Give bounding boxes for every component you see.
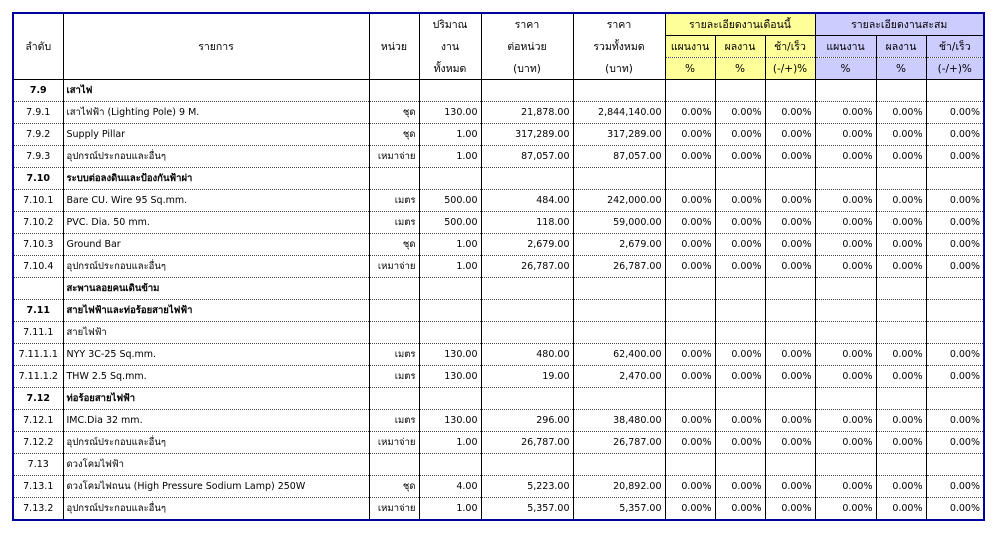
- cell-month-result: 0.00%: [715, 498, 765, 521]
- cell-cum-plan: 0.00%: [815, 146, 876, 168]
- cell-cum-diff: 0.00%: [926, 366, 984, 388]
- cell-cum-diff: 0.00%: [926, 102, 984, 124]
- cell-unit-price: 87,057.00: [481, 146, 573, 168]
- cell-cum-diff: 0.00%: [926, 146, 984, 168]
- cell-unit: ชุด: [369, 234, 419, 256]
- cell-unit-price: 484.00: [481, 190, 573, 212]
- cell-total-price: [573, 80, 665, 102]
- cell-month-plan: [665, 300, 715, 322]
- table-row: [13, 124, 984, 146]
- cell-cum-diff: 0.00%: [926, 498, 984, 521]
- cell-qty: 1.00: [419, 432, 481, 454]
- cell-cum-result: [876, 388, 926, 410]
- table-row: [13, 322, 984, 344]
- cell-qty: 1.00: [419, 146, 481, 168]
- cell-cum-result: 0.00%: [876, 256, 926, 278]
- cell-month-result: 0.00%: [715, 476, 765, 498]
- cell-description: IMC.Dia 32 mm.: [63, 410, 369, 432]
- cell-unit: เมตร: [369, 366, 419, 388]
- cell-no: 7.13: [13, 454, 63, 476]
- cell-description: Supply Pillar: [63, 124, 369, 146]
- cell-month-plan: 0.00%: [665, 146, 715, 168]
- cell-unit-price: 26,787.00: [481, 256, 573, 278]
- header-unit-price-3: (บาท): [481, 58, 573, 80]
- cell-month-diff: 0.00%: [765, 102, 815, 124]
- cell-no: 7.12.2: [13, 432, 63, 454]
- cell-unit-price: 5,223.00: [481, 476, 573, 498]
- cell-unit-price: 2,679.00: [481, 234, 573, 256]
- cell-cum-plan: [815, 454, 876, 476]
- cell-month-result: 0.00%: [715, 124, 765, 146]
- table-row: [13, 366, 984, 388]
- cell-cum-diff: 0.00%: [926, 410, 984, 432]
- cell-unit-price: [481, 300, 573, 322]
- cell-month-diff: 0.00%: [765, 498, 815, 521]
- cell-cum-diff: [926, 168, 984, 190]
- cell-qty: [419, 300, 481, 322]
- cell-no: 7.10.3: [13, 234, 63, 256]
- cell-no: [13, 278, 63, 300]
- header-total-price-3: (บาท): [573, 58, 665, 80]
- cell-cum-result: [876, 80, 926, 102]
- cell-description: ดวงโคมไฟถนน (High Pressure Sodium Lamp) 250W: [63, 476, 369, 498]
- header-cum-plan-pct: %: [815, 58, 876, 80]
- table-row: [13, 388, 984, 410]
- cell-no: 7.10.2: [13, 212, 63, 234]
- cell-qty: 1.00: [419, 124, 481, 146]
- cell-unit: ชุด: [369, 124, 419, 146]
- header-cum-result: ผลงาน: [876, 36, 926, 58]
- cell-unit-price: 118.00: [481, 212, 573, 234]
- cell-month-plan: 0.00%: [665, 190, 715, 212]
- cell-unit-price: 5,357.00: [481, 498, 573, 521]
- cell-qty: 1.00: [419, 498, 481, 521]
- cell-month-diff: 0.00%: [765, 234, 815, 256]
- cell-no: 7.12.1: [13, 410, 63, 432]
- cell-cum-diff: [926, 322, 984, 344]
- table-row: [13, 146, 984, 168]
- cell-month-plan: [665, 322, 715, 344]
- cell-qty: [419, 80, 481, 102]
- cell-cum-result: 0.00%: [876, 102, 926, 124]
- cell-total-price: 26,787.00: [573, 256, 665, 278]
- header-month-plan-pct: %: [665, 58, 715, 80]
- cell-month-plan: 0.00%: [665, 212, 715, 234]
- cell-qty: 130.00: [419, 102, 481, 124]
- header-month-diff-pct: (-/+)%: [765, 58, 815, 80]
- cell-qty: 130.00: [419, 344, 481, 366]
- cell-cum-plan: 0.00%: [815, 212, 876, 234]
- cell-cum-plan: 0.00%: [815, 498, 876, 521]
- header-cum-result-pct: %: [876, 58, 926, 80]
- cell-month-result: [715, 168, 765, 190]
- header-cum-group: รายละเอียดงานสะสม: [815, 13, 984, 36]
- cell-description: สายไฟฟ้าและท่อร้อยสายไฟฟ้า: [63, 300, 369, 322]
- cell-no: 7.13.1: [13, 476, 63, 498]
- cell-total-price: [573, 300, 665, 322]
- cell-month-result: [715, 388, 765, 410]
- cell-total-price: 20,892.00: [573, 476, 665, 498]
- table-row: [13, 168, 984, 190]
- cell-cum-diff: 0.00%: [926, 256, 984, 278]
- table-row: [13, 432, 984, 454]
- cell-month-diff: 0.00%: [765, 432, 815, 454]
- cell-cum-result: 0.00%: [876, 146, 926, 168]
- cell-month-result: 0.00%: [715, 366, 765, 388]
- cell-description: NYY 3C-25 Sq.mm.: [63, 344, 369, 366]
- cell-no: 7.10.1: [13, 190, 63, 212]
- table-row: [13, 498, 984, 521]
- cell-cum-result: 0.00%: [876, 124, 926, 146]
- cell-cum-diff: 0.00%: [926, 190, 984, 212]
- cell-month-plan: 0.00%: [665, 410, 715, 432]
- cell-description: Bare CU. Wire 95 Sq.mm.: [63, 190, 369, 212]
- cell-cum-result: 0.00%: [876, 498, 926, 521]
- cell-cum-result: 0.00%: [876, 212, 926, 234]
- cell-month-diff: 0.00%: [765, 410, 815, 432]
- table-row: [13, 454, 984, 476]
- cell-month-plan: 0.00%: [665, 366, 715, 388]
- cell-total-price: 26,787.00: [573, 432, 665, 454]
- cell-month-diff: 0.00%: [765, 344, 815, 366]
- cell-cum-result: 0.00%: [876, 432, 926, 454]
- cell-cum-result: [876, 322, 926, 344]
- cell-unit: เหมาจ่าย: [369, 498, 419, 521]
- cell-cum-diff: 0.00%: [926, 212, 984, 234]
- cell-qty: 500.00: [419, 212, 481, 234]
- cell-cum-result: 0.00%: [876, 366, 926, 388]
- cell-month-plan: 0.00%: [665, 124, 715, 146]
- table-row: [13, 410, 984, 432]
- cell-no: 7.11.1.2: [13, 366, 63, 388]
- cell-description: สะพานลอยคนเดินข้าม: [63, 278, 369, 300]
- cell-cum-plan: 0.00%: [815, 234, 876, 256]
- header-month-result-pct: %: [715, 58, 765, 80]
- table-row: [13, 212, 984, 234]
- cell-month-diff: [765, 388, 815, 410]
- header-qty-3: ทั้งหมด: [419, 58, 481, 80]
- cell-total-price: 2,844,140.00: [573, 102, 665, 124]
- cell-no: 7.10: [13, 168, 63, 190]
- cell-unit: เหมาจ่าย: [369, 146, 419, 168]
- header-unit: หน่วย: [369, 13, 419, 80]
- cell-month-plan: 0.00%: [665, 476, 715, 498]
- cell-description: อุปกรณ์ประกอบและอื่นๆ: [63, 432, 369, 454]
- cell-total-price: 2,679.00: [573, 234, 665, 256]
- cell-description: ระบบต่อลงดินและป้องกันฟ้าผ่า: [63, 168, 369, 190]
- cell-no: 7.11: [13, 300, 63, 322]
- header-month-result: ผลงาน: [715, 36, 765, 58]
- header-cum-diff-pct: (-/+)%: [926, 58, 984, 80]
- cell-month-result: [715, 322, 765, 344]
- cell-month-plan: [665, 278, 715, 300]
- cell-month-diff: [765, 322, 815, 344]
- header-qty-1: ปริมาณ: [419, 13, 481, 36]
- cell-description: อุปกรณ์ประกอบและอื่นๆ: [63, 498, 369, 521]
- cell-cum-plan: [815, 278, 876, 300]
- cell-cum-plan: 0.00%: [815, 256, 876, 278]
- cell-month-result: [715, 80, 765, 102]
- cell-unit-price: [481, 168, 573, 190]
- cell-total-price: [573, 322, 665, 344]
- cell-description: เสาไฟ: [63, 80, 369, 102]
- cell-month-result: 0.00%: [715, 432, 765, 454]
- cell-cum-plan: 0.00%: [815, 366, 876, 388]
- cell-no: 7.12: [13, 388, 63, 410]
- cell-month-plan: 0.00%: [665, 256, 715, 278]
- cell-month-result: 0.00%: [715, 256, 765, 278]
- cell-month-result: 0.00%: [715, 146, 765, 168]
- cell-description: เสาไฟฟ้า (Lighting Pole) 9 M.: [63, 102, 369, 124]
- cell-unit: [369, 278, 419, 300]
- header-unit-price-1: ราคา: [481, 13, 573, 36]
- cell-cum-diff: 0.00%: [926, 432, 984, 454]
- cell-qty: [419, 388, 481, 410]
- cell-qty: [419, 278, 481, 300]
- cell-month-diff: 0.00%: [765, 256, 815, 278]
- cell-no: 7.11.1: [13, 322, 63, 344]
- table-row: [13, 80, 984, 102]
- cell-cum-diff: 0.00%: [926, 476, 984, 498]
- cell-description: ท่อร้อยสายไฟฟ้า: [63, 388, 369, 410]
- cell-qty: [419, 168, 481, 190]
- cell-month-result: 0.00%: [715, 234, 765, 256]
- cell-month-diff: 0.00%: [765, 212, 815, 234]
- cell-month-plan: [665, 454, 715, 476]
- cell-no: 7.9.1: [13, 102, 63, 124]
- cell-month-result: 0.00%: [715, 344, 765, 366]
- table-row: [13, 102, 984, 124]
- cell-month-result: [715, 454, 765, 476]
- cell-unit-price: 317,289.00: [481, 124, 573, 146]
- cell-cum-diff: [926, 300, 984, 322]
- cell-qty: 500.00: [419, 190, 481, 212]
- cell-qty: [419, 454, 481, 476]
- cell-unit: เมตร: [369, 344, 419, 366]
- cell-month-plan: 0.00%: [665, 432, 715, 454]
- header-row-1: [13, 13, 984, 36]
- cell-month-plan: 0.00%: [665, 344, 715, 366]
- header-seq: ลำดับ: [13, 13, 63, 80]
- cell-month-plan: 0.00%: [665, 498, 715, 521]
- cell-cum-plan: 0.00%: [815, 476, 876, 498]
- header-unit-price-2: ต่อหน่วย: [481, 36, 573, 58]
- cell-cum-result: 0.00%: [876, 410, 926, 432]
- cell-month-result: 0.00%: [715, 212, 765, 234]
- cell-total-price: 87,057.00: [573, 146, 665, 168]
- cell-total-price: [573, 278, 665, 300]
- cell-description: สายไฟฟ้า: [63, 322, 369, 344]
- cell-month-result: 0.00%: [715, 190, 765, 212]
- header-cum-diff: ช้า/เร็ว: [926, 36, 984, 58]
- cell-unit: [369, 300, 419, 322]
- cell-unit-price: [481, 278, 573, 300]
- cell-unit: ชุด: [369, 476, 419, 498]
- cell-month-diff: 0.00%: [765, 190, 815, 212]
- cell-cum-plan: [815, 80, 876, 102]
- cell-unit: เมตร: [369, 190, 419, 212]
- cell-unit: [369, 454, 419, 476]
- cell-month-result: [715, 300, 765, 322]
- cell-unit: เหมาจ่าย: [369, 432, 419, 454]
- cell-unit-price: 19.00: [481, 366, 573, 388]
- cell-month-result: 0.00%: [715, 102, 765, 124]
- cell-unit: [369, 322, 419, 344]
- cell-total-price: 317,289.00: [573, 124, 665, 146]
- cell-qty: 1.00: [419, 256, 481, 278]
- cell-month-diff: [765, 278, 815, 300]
- cell-unit-price: 296.00: [481, 410, 573, 432]
- cell-month-result: [715, 278, 765, 300]
- cell-cum-result: [876, 454, 926, 476]
- table-row: [13, 256, 984, 278]
- cell-month-diff: [765, 168, 815, 190]
- cell-cum-diff: [926, 388, 984, 410]
- header-cum-plan: แผนงาน: [815, 36, 876, 58]
- cell-cum-plan: [815, 322, 876, 344]
- table-row: [13, 234, 984, 256]
- cell-cum-result: 0.00%: [876, 190, 926, 212]
- cell-no: 7.9.3: [13, 146, 63, 168]
- cell-qty: [419, 322, 481, 344]
- cell-cum-result: 0.00%: [876, 344, 926, 366]
- cell-month-plan: [665, 168, 715, 190]
- cell-cum-diff: [926, 278, 984, 300]
- cell-cum-result: [876, 168, 926, 190]
- cell-cum-plan: 0.00%: [815, 432, 876, 454]
- cell-unit-price: [481, 80, 573, 102]
- cell-total-price: 2,470.00: [573, 366, 665, 388]
- cell-cum-diff: 0.00%: [926, 234, 984, 256]
- cell-cum-diff: [926, 80, 984, 102]
- cell-month-diff: 0.00%: [765, 146, 815, 168]
- cell-unit: เมตร: [369, 212, 419, 234]
- cell-month-diff: [765, 454, 815, 476]
- cell-no: 7.13.2: [13, 498, 63, 521]
- cell-description: Ground Bar: [63, 234, 369, 256]
- cell-cum-plan: 0.00%: [815, 102, 876, 124]
- cell-cum-plan: 0.00%: [815, 344, 876, 366]
- cell-description: อุปกรณ์ประกอบและอื่นๆ: [63, 256, 369, 278]
- table-row: [13, 190, 984, 212]
- cell-description: THW 2.5 Sq.mm.: [63, 366, 369, 388]
- cell-qty: 130.00: [419, 410, 481, 432]
- header-item: รายการ: [63, 13, 369, 80]
- cell-unit: เหมาจ่าย: [369, 256, 419, 278]
- cell-month-plan: 0.00%: [665, 102, 715, 124]
- table-row: [13, 476, 984, 498]
- cell-cum-result: 0.00%: [876, 234, 926, 256]
- cell-no: 7.10.4: [13, 256, 63, 278]
- cell-qty: 1.00: [419, 234, 481, 256]
- cell-no: 7.9: [13, 80, 63, 102]
- header-month-group: รายละเอียดงานเดือนนี้: [665, 13, 815, 36]
- header-month-diff: ช้า/เร็ว: [765, 36, 815, 58]
- cell-unit-price: [481, 454, 573, 476]
- cell-total-price: 62,400.00: [573, 344, 665, 366]
- cell-unit-price: [481, 388, 573, 410]
- cell-cum-result: [876, 278, 926, 300]
- cell-total-price: [573, 388, 665, 410]
- cell-unit: [369, 80, 419, 102]
- table-row: [13, 278, 984, 300]
- cell-unit: เมตร: [369, 410, 419, 432]
- cell-cum-plan: 0.00%: [815, 410, 876, 432]
- cell-cum-result: 0.00%: [876, 476, 926, 498]
- cell-month-plan: [665, 80, 715, 102]
- cell-total-price: 5,357.00: [573, 498, 665, 521]
- cell-cum-plan: 0.00%: [815, 124, 876, 146]
- cell-description: ดวงโคมไฟฟ้า: [63, 454, 369, 476]
- cell-qty: 130.00: [419, 366, 481, 388]
- cell-unit: [369, 388, 419, 410]
- cell-unit: ชุด: [369, 102, 419, 124]
- cell-cum-plan: [815, 388, 876, 410]
- cell-cum-plan: [815, 168, 876, 190]
- cell-unit-price: 26,787.00: [481, 432, 573, 454]
- table-row: [13, 344, 984, 366]
- cell-month-diff: [765, 300, 815, 322]
- cell-month-plan: [665, 388, 715, 410]
- header-total-price-1: ราคา: [573, 13, 665, 36]
- cell-cum-plan: [815, 300, 876, 322]
- cell-total-price: 242,000.00: [573, 190, 665, 212]
- cell-cum-diff: [926, 454, 984, 476]
- header-month-plan: แผนงาน: [665, 36, 715, 58]
- boq-table: [12, 12, 985, 521]
- cell-cum-diff: 0.00%: [926, 124, 984, 146]
- cell-no: 7.11.1.1: [13, 344, 63, 366]
- cell-qty: 4.00: [419, 476, 481, 498]
- cell-month-result: 0.00%: [715, 410, 765, 432]
- cell-unit-price: [481, 322, 573, 344]
- cell-unit-price: 21,878.00: [481, 102, 573, 124]
- header-qty-2: งาน: [419, 36, 481, 58]
- cell-total-price: 59,000.00: [573, 212, 665, 234]
- cell-month-diff: 0.00%: [765, 476, 815, 498]
- cell-month-diff: [765, 80, 815, 102]
- cell-total-price: [573, 168, 665, 190]
- cell-cum-diff: 0.00%: [926, 344, 984, 366]
- cell-month-diff: 0.00%: [765, 366, 815, 388]
- cell-cum-plan: 0.00%: [815, 190, 876, 212]
- cell-no: 7.9.2: [13, 124, 63, 146]
- table-row: [13, 300, 984, 322]
- cell-unit: [369, 168, 419, 190]
- cell-description: อุปกรณ์ประกอบและอื่นๆ: [63, 146, 369, 168]
- cell-total-price: [573, 454, 665, 476]
- cell-month-diff: 0.00%: [765, 124, 815, 146]
- cell-unit-price: 480.00: [481, 344, 573, 366]
- cell-description: PVC. Dia. 50 mm.: [63, 212, 369, 234]
- cell-total-price: 38,480.00: [573, 410, 665, 432]
- cell-cum-result: [876, 300, 926, 322]
- header-total-price-2: รวมทั้งหมด: [573, 36, 665, 58]
- cell-month-plan: 0.00%: [665, 234, 715, 256]
